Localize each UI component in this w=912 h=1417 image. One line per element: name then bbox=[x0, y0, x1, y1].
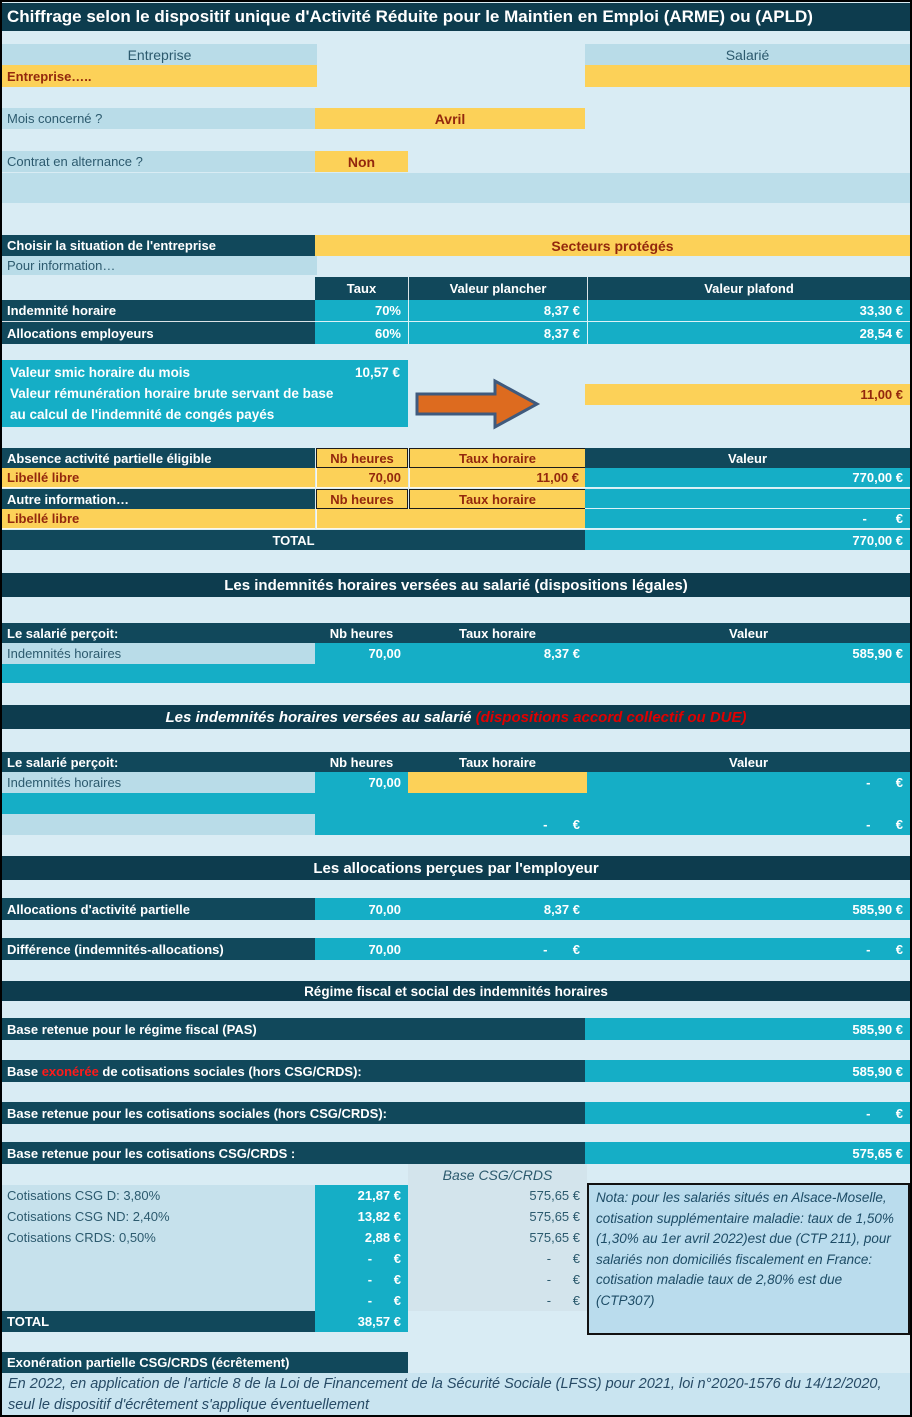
diff-row-taux: - € bbox=[408, 938, 587, 960]
base-exoneree-label bbox=[2, 1060, 585, 1082]
cotisation-montant: - € bbox=[315, 1269, 408, 1290]
rates-header-plafond: Valeur plafond bbox=[587, 277, 910, 300]
rates-header-taux: Taux bbox=[315, 277, 408, 300]
rate-row-plancher: 8,37 € bbox=[408, 322, 587, 344]
accord-row-label: Indemnités horaires bbox=[2, 772, 315, 793]
mois-select[interactable]: Avril bbox=[315, 108, 585, 129]
accord-band bbox=[2, 793, 910, 814]
spacer-band bbox=[2, 173, 910, 203]
rate-row-plafond: 28,54 € bbox=[587, 322, 910, 344]
accord-title-red: (dispositions accord collectif ou DUE) bbox=[475, 708, 747, 726]
cotisations-total-value: 38,57 € bbox=[315, 1311, 408, 1332]
libelle-libre-input[interactable]: Libellé libre bbox=[2, 468, 315, 488]
cotisation-base: 575,65 € bbox=[408, 1206, 587, 1227]
entreprise-input[interactable]: Entreprise….. bbox=[2, 65, 317, 87]
accord-title-white: Les indemnités horaires versées au salarié bbox=[165, 708, 476, 726]
alternance-label: Contrat en alternance ? bbox=[2, 151, 317, 172]
base-exo-pre: Base bbox=[7, 1063, 42, 1079]
libelle-libre-2-input[interactable]: Libellé libre bbox=[2, 509, 315, 529]
base-pas-label: Base retenue pour le régime fiscal (PAS) bbox=[2, 1018, 585, 1040]
diff-row-nb: 70,00 bbox=[315, 938, 408, 960]
diff-row-valeur: - € bbox=[587, 938, 910, 960]
situation-select[interactable]: Secteurs protégés bbox=[315, 235, 910, 256]
base-csg-value: 575,65 € bbox=[585, 1142, 910, 1164]
cotisation-label bbox=[2, 1269, 315, 1290]
legal-header-valeur: Valeur bbox=[587, 623, 910, 643]
legal-header-taux: Taux horaire bbox=[408, 623, 587, 643]
cotisation-label: Cotisations CSG ND: 2,40% bbox=[2, 1206, 315, 1227]
accord-row2-label bbox=[2, 814, 315, 835]
mois-label: Mois concerné ? bbox=[2, 108, 317, 129]
base-exoneree-value: 585,90 € bbox=[585, 1060, 910, 1082]
libelle-valeur: 770,00 € bbox=[585, 468, 910, 488]
absence-taux-horaire-header: Taux horaire bbox=[409, 448, 586, 468]
remuneration-conges-input[interactable]: 11,00 € bbox=[585, 384, 910, 405]
exoneration-partielle-label: Exonération partielle CSG/CRDS (écrêtement) bbox=[2, 1352, 408, 1373]
accord-row2-valeur: - € bbox=[587, 814, 910, 835]
remuneration-label-line2: au calcul de l'indemnité de congés payés bbox=[10, 407, 275, 422]
base-exo-post: de cotisations sociales (hors CSG/CRDS): bbox=[98, 1063, 362, 1079]
autre-taux-horaire-header: Taux horaire bbox=[409, 489, 586, 509]
accord-taux-input[interactable] bbox=[408, 772, 587, 793]
cotisation-montant: 2,88 € bbox=[315, 1227, 408, 1248]
section-legal-title: Les indemnités horaires versées au salarié (dispositions légales) bbox=[2, 573, 910, 597]
rate-row-taux: 70% bbox=[315, 300, 408, 322]
legal-row-label: Indemnités horaires bbox=[2, 643, 315, 664]
absence-total-label: TOTAL bbox=[2, 530, 585, 550]
cotisations-total-label: TOTAL bbox=[2, 1311, 315, 1332]
autre-valeur bbox=[585, 489, 910, 509]
cotisation-montant: 13,82 € bbox=[315, 1206, 408, 1227]
situation-label: Choisir la situation de l'entreprise bbox=[2, 235, 317, 256]
cotisation-label: Cotisations CRDS: 0,50% bbox=[2, 1227, 315, 1248]
legal-row-nb: 70,00 bbox=[315, 643, 408, 664]
cotisation-base: - € bbox=[408, 1248, 587, 1269]
base-pas-value: 585,90 € bbox=[585, 1018, 910, 1040]
cotisation-base: 575,65 € bbox=[408, 1227, 587, 1248]
alloc-row-nb: 70,00 bbox=[315, 898, 408, 920]
absence-total-valeur: 770,00 € bbox=[585, 530, 910, 550]
smic-value: 10,57 € bbox=[354, 365, 400, 380]
accord-row-nb: 70,00 bbox=[315, 772, 408, 793]
smic-label: Valeur smic horaire du mois bbox=[10, 365, 191, 380]
rate-row-plafond: 33,30 € bbox=[587, 300, 910, 322]
base-csg-label: Base retenue pour les cotisations CSG/CRDS : bbox=[2, 1142, 585, 1164]
cotisation-label bbox=[2, 1290, 315, 1311]
legal-header-label: Le salarié perçoit: bbox=[2, 623, 315, 643]
rate-row-taux: 60% bbox=[315, 322, 408, 344]
alloc-row-taux: 8,37 € bbox=[408, 898, 587, 920]
base-exo-red: exonérée bbox=[41, 1063, 99, 1079]
absence-nb-heures-header: Nb heures bbox=[316, 448, 408, 468]
rate-row-plancher: 8,37 € bbox=[408, 300, 587, 322]
base-sociales-label: Base retenue pour les cotisations sociales (hors CSG/CRDS): bbox=[2, 1102, 585, 1124]
autre-nb-heures-header: Nb heures bbox=[316, 489, 408, 509]
accord-header-label: Le salarié perçoit: bbox=[2, 752, 315, 772]
regime-title: Régime fiscal et social des indemnités horaires bbox=[2, 981, 910, 1001]
alloc-row-valeur: 585,90 € bbox=[587, 898, 910, 920]
entreprise-header: Entreprise bbox=[2, 44, 317, 65]
section-accord-title bbox=[2, 705, 910, 729]
autre-information-label: Autre information… bbox=[2, 489, 315, 509]
cotisation-base: 575,65 € bbox=[408, 1185, 587, 1206]
base-sociales-value: - € bbox=[585, 1102, 910, 1124]
nota-alsace-moselle: Nota: pour les salariés situés en Alsace-Moselle, cotisation supplémentaire maladie: taux de 1,50% (1,30% au 1er avril 2022)est due (CTP 211), pour salariés non domiciliés fiscalement en France: cotisation maladie taux de 2,80% est due (CTP307) bbox=[587, 1183, 910, 1335]
accord-header-nb: Nb heures bbox=[315, 752, 408, 772]
pour-information-label: Pour information… bbox=[2, 256, 317, 275]
legal-row-taux: 8,37 € bbox=[408, 643, 587, 664]
base-csg-column-header: Base CSG/CRDS bbox=[408, 1164, 587, 1185]
legal-row-valeur: 585,90 € bbox=[587, 643, 910, 664]
section-employeur-title: Les allocations perçues par l'employeur bbox=[2, 856, 910, 880]
absence-valeur-header: Valeur bbox=[585, 448, 910, 468]
footer-note: En 2022, en application de l'article 8 de la Loi de Financement de la Sécurité Sociale (LFSS) pour 2021, loi n°2020-1576 du 14/12/2020, seul le dispositif d'écrêtement s'applique éventuellement bbox=[2, 1373, 910, 1415]
rate-row-label: Allocations employeurs bbox=[2, 322, 315, 344]
legal-header-nb: Nb heures bbox=[315, 623, 408, 643]
legal-band bbox=[2, 664, 910, 683]
salarie-header: Salarié bbox=[585, 44, 910, 65]
cotisation-montant: - € bbox=[315, 1290, 408, 1311]
cotisation-base: - € bbox=[408, 1269, 587, 1290]
cotisation-montant: 21,87 € bbox=[315, 1185, 408, 1206]
alternance-select[interactable]: Non bbox=[315, 151, 408, 172]
alloc-row-label: Allocations d'activité partielle bbox=[2, 898, 315, 920]
cotisation-label: Cotisations CSG D: 3,80% bbox=[2, 1185, 315, 1206]
right-arrow-icon bbox=[413, 378, 541, 430]
accord-row2-nb bbox=[315, 814, 408, 835]
accord-header-taux: Taux horaire bbox=[408, 752, 587, 772]
cotisation-base: - € bbox=[408, 1290, 587, 1311]
rates-header-plancher: Valeur plancher bbox=[408, 277, 587, 300]
libelle-taux-input[interactable]: 11,00 € bbox=[409, 468, 586, 488]
cotisation-label bbox=[2, 1248, 315, 1269]
accord-header-valeur: Valeur bbox=[587, 752, 910, 772]
absence-section-label: Absence activité partielle éligible bbox=[2, 448, 315, 468]
accord-row-valeur: - € bbox=[587, 772, 910, 793]
remuneration-label-line1: Valeur rémunération horaire brute servant de base bbox=[10, 386, 334, 401]
libelle-2-valeur: - € bbox=[585, 509, 910, 529]
page-title: Chiffrage selon le dispositif unique d'Activité Réduite pour le Maintien en Emploi (ARME) ou (APLD) bbox=[2, 3, 910, 31]
accord-row2-taux: - € bbox=[408, 814, 587, 835]
libelle-nb-heures-input[interactable]: 70,00 bbox=[316, 468, 408, 488]
smic-info-box bbox=[2, 360, 408, 427]
salarie-input[interactable] bbox=[585, 65, 910, 87]
rate-row-label: Indemnité horaire bbox=[2, 300, 315, 322]
cotisation-montant: - € bbox=[315, 1248, 408, 1269]
libelle-2-values-input[interactable] bbox=[316, 509, 586, 529]
diff-row-label: Différence (indemnités-allocations) bbox=[2, 938, 315, 960]
